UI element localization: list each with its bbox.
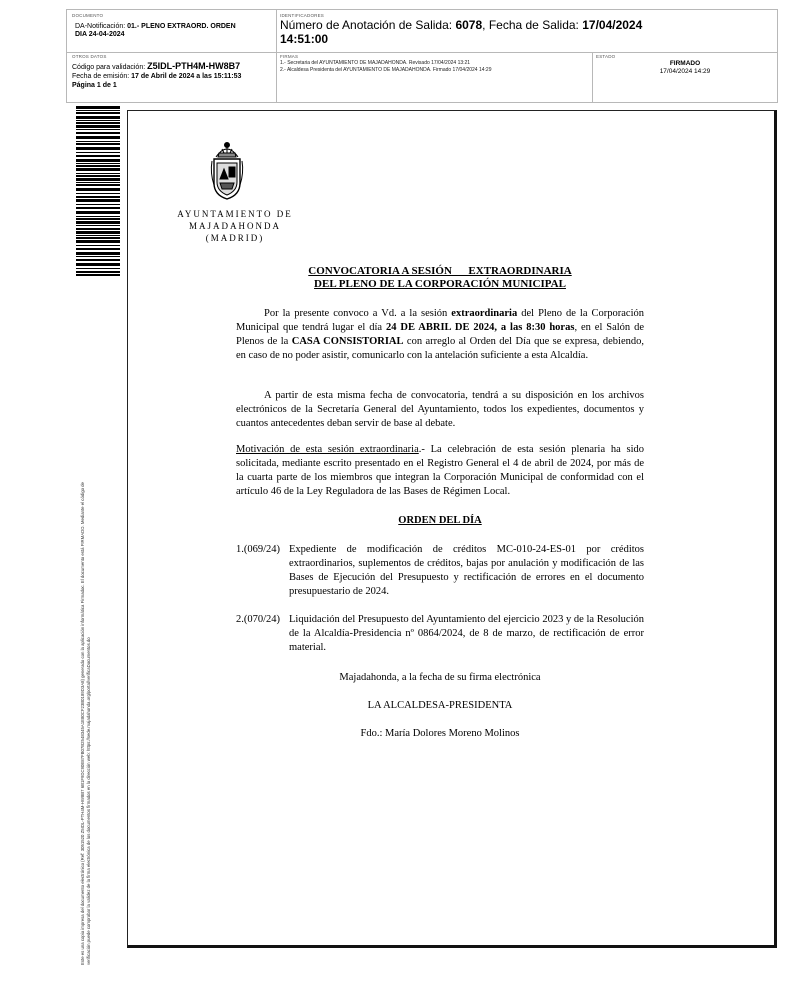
barcode-bar (76, 147, 120, 150)
barcode-bar (76, 196, 120, 198)
paragraph-convocatoria: Por la presente convoco a Vd. a la sesión extraordinaria del Pleno de la Corporación Municipal que tendrá lugar el día 24 DE ABRIL DE 2024, a las 8:30 horas, en el Salón de Plenos de la CASA CONSISTORIAL con arreglo al Orden del Día que se expresa, debiendo, en caso de no poder asistir, comunicarlo con la antelación suficiente a esta Alcaldía. (236, 308, 645, 361)
barcode-bar (76, 163, 120, 164)
header-divider (276, 10, 277, 102)
closing-role: LA ALCALDESA-PRESIDENTA (367, 700, 513, 711)
barcode-bar (76, 211, 120, 214)
otros-datos-caption: OTROS DATOS (72, 54, 107, 59)
document-title: CONVOCATORIA A SESIÓN EXTRAORDINARIA DEL PLENO DE LA CORPORACIÓN MUNICIPAL (308, 265, 572, 290)
barcode-bar (76, 231, 120, 234)
barcode-bar (76, 120, 120, 121)
anotacion-salida: Número de Anotación de Salida: 6078, Fecha de Salida: 17/04/2024 14:51:00 (280, 18, 643, 46)
barcode-bar (76, 188, 120, 191)
signature-header-table (66, 9, 778, 103)
barcode-bar (76, 248, 120, 250)
barcode-bar (76, 271, 120, 273)
barcode-bar (76, 225, 120, 226)
paragraph-motivacion: Motivación de esta sesión extraordinaria.- La celebración de esta sesión plenaria ha sido solicitada, mediante escrito presentado en el Registro General el 4 de abril de 2024, por más de la cuarta parte de los miembros que integran la Corporación Municipal de conformidad con el artículo 46 de la Ley Reguladora de las Bases de Régimen Local. (236, 444, 645, 497)
barcode-bar (76, 182, 120, 183)
barcode-bar (76, 122, 120, 124)
barcode-bar (76, 199, 120, 202)
barcode-bar (76, 168, 120, 171)
barcode-bar (76, 252, 120, 255)
firma-1: 1.- Secretaria del AYUNTAMIENTO DE MAJADAHONDA. Revisado 17/04/2024 13:21 (280, 60, 471, 66)
validation-info: Código para validación: Z5IDL-PTH4M-HW8B7 Fecha de emisión: 17 de Abril de 2024 a las 15:11:53 Página 1 de 1 (72, 61, 242, 89)
barcode-bar (76, 184, 120, 186)
barcode-bar (76, 143, 120, 145)
estado-caption: ESTADO (596, 54, 616, 59)
barcode (76, 106, 120, 276)
documento-value: DA-Notificación: 01.- PLENO EXTRAORD. ORDEN DIA 24-04-2024 (75, 23, 236, 38)
closing-signature: Fdo.: María Dolores Moreno Molinos (360, 728, 520, 739)
barcode-bar (76, 132, 120, 134)
barcode-bar (76, 216, 120, 217)
barcode-bar (76, 193, 120, 194)
firma-2: 2.- Alcaldesa Presidenta del AYUNTAMIENTO DE MAJADAHONDA. Firmado 17/04/2024 14:29 (280, 67, 492, 73)
barcode-bar (76, 112, 120, 114)
barcode-bar (76, 263, 120, 266)
barcode-bar (76, 159, 120, 162)
barcode-bar (76, 165, 120, 167)
barcode-bar (76, 259, 120, 261)
barcode-bar (76, 237, 120, 239)
barcode-bar (76, 245, 120, 246)
barcode-bar (76, 141, 120, 142)
barcode-bar (76, 221, 120, 224)
barcode-bar (76, 136, 120, 139)
agenda-item: 1.(069/24) Expediente de modificación de créditos MC-010-24-ES-01 por créditos extraordinarios, suplementos de créditos, bajas por anulación y modificación de las Bases de Ejecución del Presupuesto y rectificación de errores en el documento presupuestario de 2024. (236, 544, 644, 597)
barcode-bar (76, 116, 120, 119)
orden-del-dia-heading: ORDEN DEL DÍA (398, 515, 482, 526)
barcode-bar (76, 152, 120, 153)
header-divider (67, 52, 777, 53)
barcode-bar (76, 268, 120, 269)
barcode-bar (76, 235, 120, 236)
coat-of-arms-logo (208, 139, 246, 205)
closing-place: Majadahonda, a la fecha de su firma electrónica (339, 672, 541, 683)
verification-side-text: Este es una copia impresa del documento electrónico (Ref: 3051520 Z5IDL-PTH4M-HW8B7 6B1F9DC90E87FB07B2548345A1E80CF23B0189D3A8) generado con la aplicación informática Firmadoc. El documento está FIRMADO. Mediante el código de verificación puede comprobar la validez de la firma electrónica de los documentos firmados en la dirección web: https://sede.majadahonda.org/portal/verificaDocumentos.do (80, 482, 91, 965)
barcode-bar (76, 218, 120, 220)
barcode-bar (76, 110, 120, 111)
barcode-bar (76, 240, 120, 243)
barcode-bar (76, 207, 120, 209)
barcode-bar (76, 155, 120, 157)
firmas-caption: FIRMAS (280, 54, 299, 59)
barcode-bar (76, 178, 120, 181)
barcode-bar (76, 228, 120, 230)
paragraph-disposicion: A partir de esta misma fecha de convocatoria, tendrá a su disposición en los archivos electrónicos de la Secretaría General del Ayuntamiento, todos los expedientes, documentos y cuantos antecedentes deban servir de base al debate. (236, 390, 644, 429)
documento-caption: DOCUMENTO (72, 13, 104, 18)
barcode-bar (76, 125, 120, 128)
estado-value: FIRMADO 17/04/2024 14:29 (659, 60, 711, 75)
barcode-bar (76, 173, 120, 174)
barcode-bar (76, 106, 120, 109)
header-divider (592, 52, 593, 102)
org-name: AYUNTAMIENTO DE MAJADAHONDA (MADRID) (177, 209, 293, 243)
barcode-bar (76, 129, 120, 130)
barcode-bar (76, 274, 120, 276)
agenda-item: 2.(070/24) Liquidación del Presupuesto del Ayuntamiento del ejercicio 2023 y de la Resolución de la Alcaldía-Presidencia nº 0864/2024, de 8 de marzo, de rectificación de error material. (236, 614, 644, 653)
barcode-bar (76, 204, 120, 205)
identificadores-caption: IDENTIFICADORES (280, 13, 325, 18)
barcode-bar (76, 175, 120, 177)
barcode-bar (76, 256, 120, 257)
